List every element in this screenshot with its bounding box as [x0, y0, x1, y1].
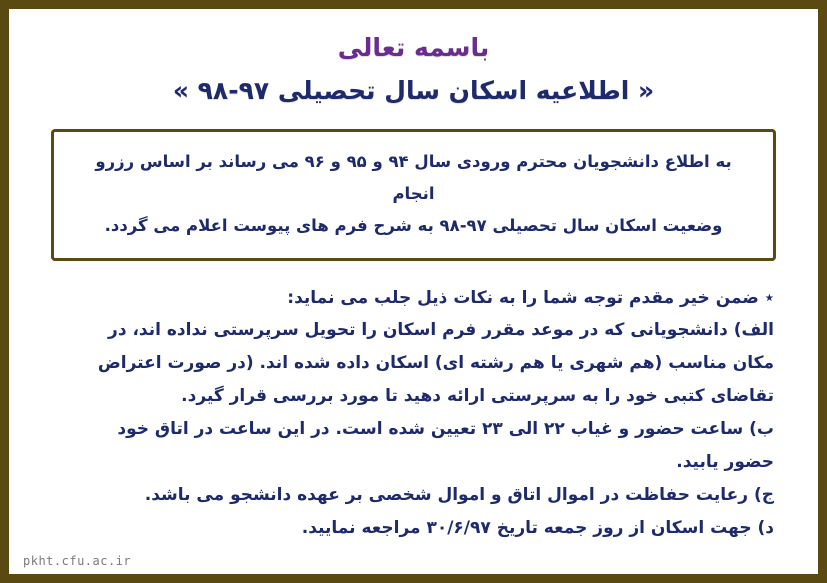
body-item-a-line-3: تقاضای کتبی خود را به سرپرستی ارائه دهید تا مورد بررسی قرار گیرد.	[181, 386, 774, 407]
body-intro: ٭ ضمن خیر مقدم توجه شما را به نکات ذیل جلب می نماید:	[287, 287, 774, 308]
body-text	[49, 283, 774, 547]
page-title: « اطلاعیه اسکان سال تحصیلی ۹۷-۹۸ »	[172, 76, 655, 105]
basmale-heading: باسمه تعالی	[337, 33, 490, 62]
notice-line-1: به اطلاع دانشجویان محترم ورودی سال ۹۴ و ۹۵ و ۹۶ می رساند بر اساس رزرو انجام	[95, 152, 732, 204]
body-item-d: د) جهت اسکان از روز جمعه تاریخ ۳۰/۶/۹۷ مراجعه نمایید.	[301, 518, 774, 539]
notice-line-2: وضعیت اسکان سال تحصیلی ۹۷-۹۸ به شرح فرم های پیوست اعلام می گردد.	[104, 216, 723, 236]
body-item-b-line-2: حضور یابید.	[676, 452, 774, 473]
poster-content	[9, 9, 818, 574]
body-item-c: ج) رعایت حفاظت در اموال اتاق و اموال شخصی بر عهده دانشجو می باشد.	[144, 485, 774, 506]
body-item-b-line-1: ب) ساعت حضور و غیاب ۲۲ الی ۲۳ تعیین شده است. در این ساعت در اتاق خود	[117, 419, 774, 440]
body-item-a-line-2: مکان مناسب (هم شهری یا هم رشته ای) اسکان داده شده اند. (در صورت اعتراض	[97, 353, 774, 374]
notice-box	[51, 129, 776, 261]
footer-website-url: pkht.cfu.ac.ir	[23, 554, 132, 568]
body-item-a-line-1: الف) دانشجویانی که در موعد مقرر فرم اسکان را تحویل سرپرستی نداده اند، در	[108, 320, 774, 341]
